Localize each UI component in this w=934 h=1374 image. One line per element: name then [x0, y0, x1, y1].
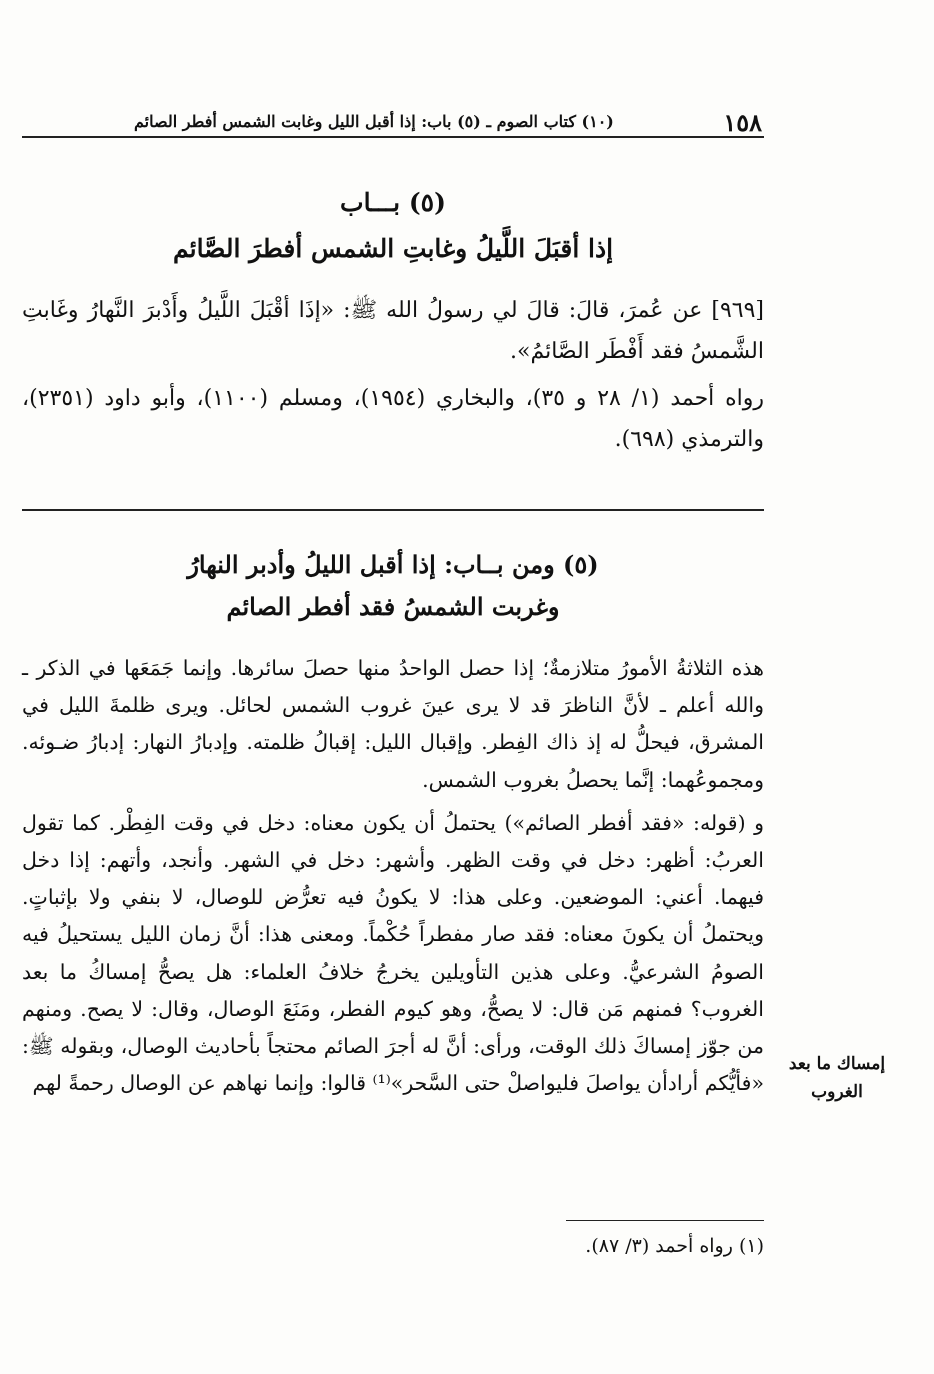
- margin-note-line-2: الغروب: [811, 1082, 863, 1102]
- margin-note: [778, 1050, 896, 1106]
- chapter-number-heading: (٥) بـــاب: [340, 188, 446, 217]
- margin-note-line-1: إمساك ما بعد: [788, 1054, 886, 1074]
- commentary-paragraph: و (قوله: «فقد أفطر الصائم») يحتملُ أن يكون معناه: دخل في وقت الفِطْر. كما تقول العربُ: أظهر: دخل في وقت الظهر. وأشهر: دخل في الشهر. وأنجد، وأتهم: إذا دخل فيهما. أعني: الموضعين. وعلى هذا: لا يكونُ فيه تعرُّض للوصال، لا بنفي ولا بإثباتٍ. ويحتملُ أن يكونَ معناه: فقد صار مفطراً حُكْماً. ومعنى هذا: أنَّ زمان الليل يستحيلُ فيه الصومُ الشرعيُّ. وعلى هذين التأويلين يخرجُ خلافُ العلماء: هل يصحُّ إمساكُ ما بعد الغروب؟ فمنهم مَن قال: لا يصحُّ، وهو كيوم الفطر، ومَنَعَ الوصال، وقال: لا يصح. ومنهم من جوّز إمساكَ ذلك الوقت، ورأى: أنَّ له أجرَ الصائم محتجاً بأحاديث الوصال، وبقوله ﷺ: «فأيُّكم أرادأن يواصلَ فليواصلْ حتى السَّحر»⁽¹⁾ قالوا: وإنما نهاهم عن الوصال رحمةً لهم: [22, 810, 764, 1096]
- page-header: [22, 102, 764, 138]
- commentary-title-line-2: وغربت الشمسُ فقد أفطر الصائم: [226, 592, 560, 621]
- chapter-heading: [22, 180, 764, 272]
- commentary-body: [22, 650, 764, 1102]
- page-number: ١٥٨: [723, 108, 762, 137]
- running-title: (١٠) كتاب الصوم ـ (٥) باب: إذا أقبل الليل وغابت الشمس أفطر الصائم: [134, 112, 614, 131]
- commentary-title-line-1: (٥) ومن بــاب: إذا أقبل الليلُ وأدبر النهارُ: [187, 550, 599, 579]
- footnote: (١) رواه أحمد (٣/ ٨٧).: [585, 1235, 764, 1257]
- hadith-source: رواه أحمد (١/ ٢٨ و ٣٥)، والبخاري (١٩٥٤)، ومسلم (١١٠٠)، وأبو داود (٢٣٥١)، والترمذي (٦٩٨).: [22, 386, 764, 452]
- commentary-paragraph: هذه الثلاثةُ الأمورُ متلازمةٌ؛ إذا حصل الواحدُ منها حصلَ سائرها. وإنما جَمَعَها في الذكر ـ والله أعلم ـ لأنَّ الناظرَ قد لا يرى عينَ غروب الشمس لحائل. ويرى ظلمةَ الليل في المشرق، فيحلُّ له إذ ذاك الفِطر. وإقبال الليل: إقبالُ ظلمته. وإدبارُ النهار: إدبارُ ضـوئه. ومجموعُهما: إنَّما يحصلُ بغروب الشمس.: [22, 656, 764, 792]
- commentary-heading: [22, 544, 764, 628]
- chapter-title: إذا أقبَلَ اللَّيلُ وغابتِ الشمس أفطرَ الصَّائم: [172, 234, 614, 263]
- footnote-divider: [566, 1220, 764, 1221]
- hadith-block: [22, 290, 764, 460]
- hadith-text: [٩٦٩] عن عُمرَ، قالَ: قالَ لي رسولُ الله ﷺ: «إذَا أقْبَلَ اللَّيلُ وأَدْبرَ النَّهارُ وغَابتِ الشَّمسُ فقد أَفْطَر الصَّائمُ».: [22, 298, 764, 364]
- section-divider: [22, 509, 764, 511]
